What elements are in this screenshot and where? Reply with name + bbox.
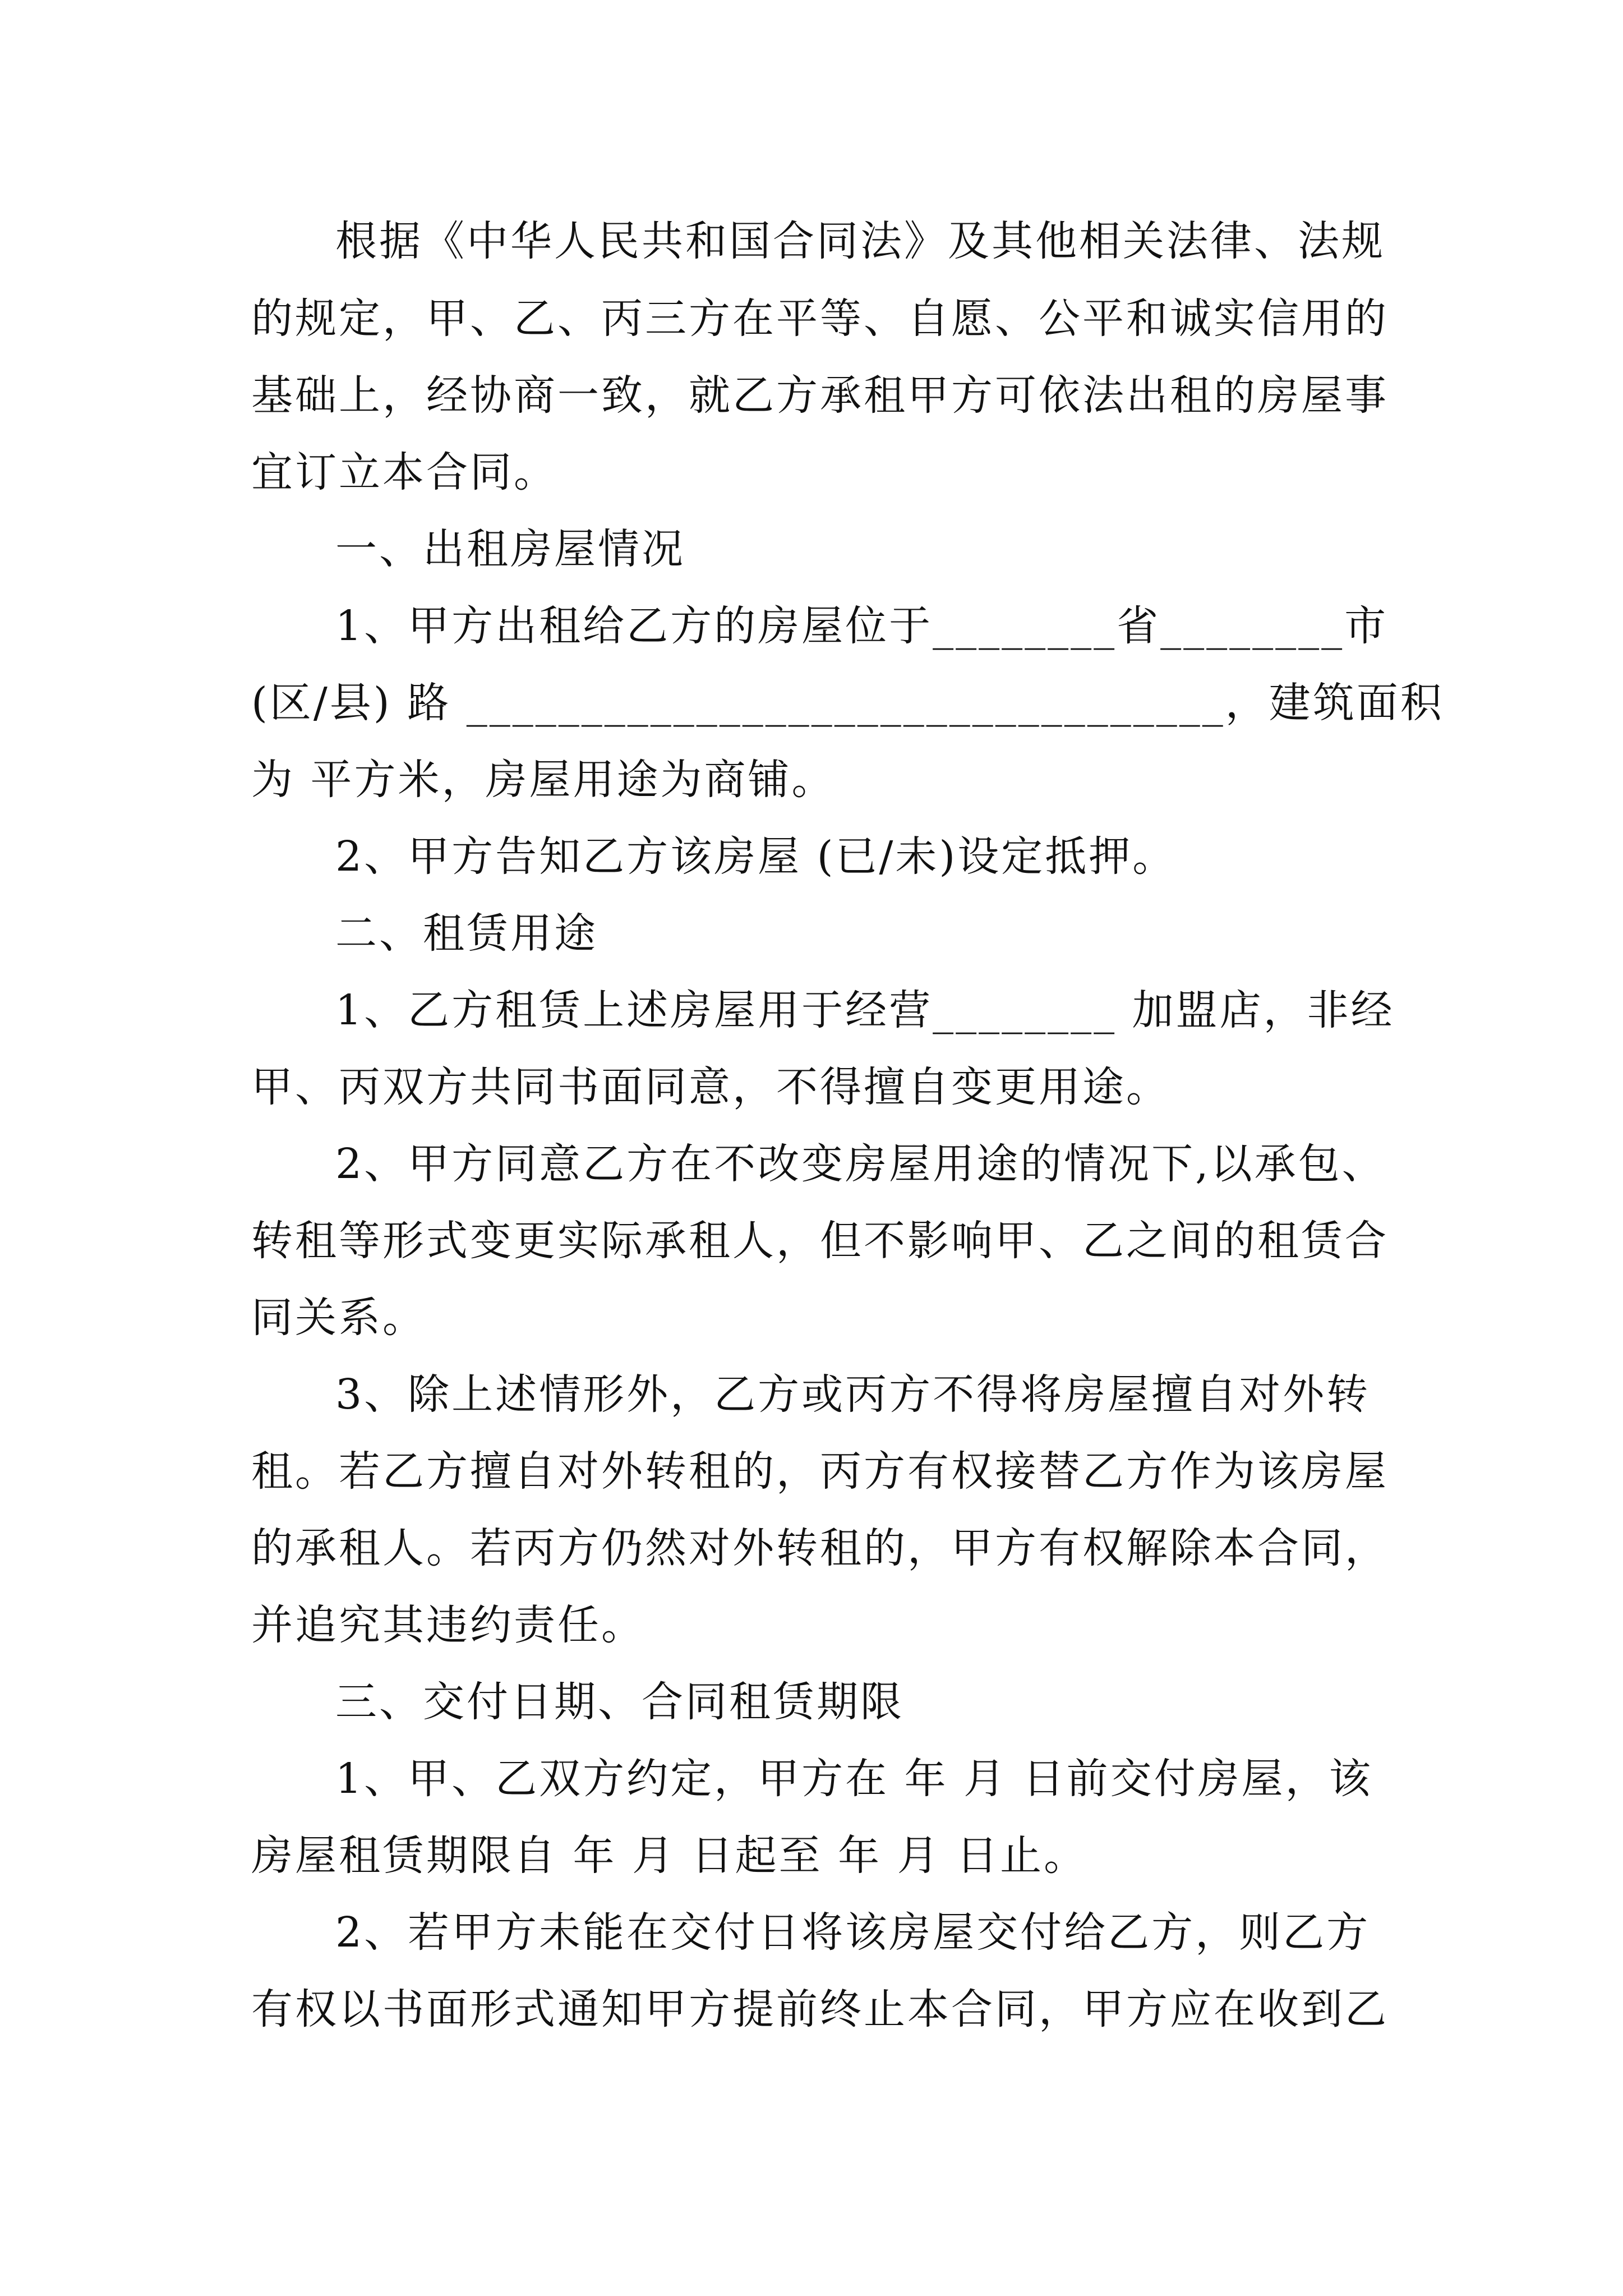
clause-2-2-line-1: 2、甲方同意乙方在不改变房屋用途的情况下,以承包、 bbox=[335, 1140, 1386, 1188]
paragraph-preamble-line-2: 的规定，甲、乙、丙三方在平等、自愿、公平和诚实信用的 bbox=[251, 295, 1389, 343]
clause-2-2-line-3: 同关系。 bbox=[251, 1294, 426, 1342]
section-heading-3: 三、交付日期、合同租赁期限 bbox=[335, 1678, 904, 1726]
clause-3-1-line-2: 房屋租赁期限自 年 月 日起至 年 月 日止。 bbox=[251, 1832, 1088, 1880]
clause-2-3-line-1: 3、除上述情形外，乙方或丙方不得将房屋擅自对外转 bbox=[335, 1370, 1371, 1419]
clause-1-1-line-1: 1、甲方出租给乙方的房屋位于________省________市 bbox=[335, 602, 1389, 650]
section-heading-2: 二、租赁用途 bbox=[335, 909, 598, 958]
paragraph-preamble-line-4: 宜订立本合同。 bbox=[251, 448, 557, 496]
clause-2-3-line-3: 的承租人。若丙方仍然对外转租的，甲方有权解除本合同， bbox=[251, 1524, 1389, 1572]
clause-2-2-line-2: 转租等形式变更实际承租人，但不影响甲、乙之间的租赁合 bbox=[251, 1217, 1389, 1265]
paragraph-preamble-line-3: 基础上，经协商一致，就乙方承租甲方可依法出租的房屋事 bbox=[251, 371, 1389, 420]
clause-2-1-line-1: 1、乙方租赁上述房屋用于经营________ 加盟店，非经 bbox=[335, 986, 1395, 1034]
clause-2-1-line-2: 甲、丙双方共同书面同意，不得擅自变更用途。 bbox=[251, 1063, 1170, 1111]
clause-3-1-line-1: 1、甲、乙双方约定，甲方在 年 月 日前交付房屋，该 bbox=[335, 1755, 1373, 1803]
paragraph-preamble-line-1: 根据《中华人民共和国合同法》及其他相关法律、法规 bbox=[335, 217, 1385, 265]
clause-3-2-line-1: 2、若甲方未能在交付日将该房屋交付给乙方，则乙方 bbox=[335, 1908, 1371, 1957]
clause-2-3-line-2: 租。若乙方擅自对外转租的，丙方有权接替乙方作为该房屋 bbox=[251, 1447, 1389, 1496]
clause-2-3-line-4: 并追究其违约责任。 bbox=[251, 1601, 645, 1649]
clause-3-2-line-2: 有权以书面形式通知甲方提前终止本合同，甲方应在收到乙 bbox=[251, 1985, 1389, 2033]
clause-1-2-line-1: 2、甲方告知乙方该房屋 (已/未)设定抵押。 bbox=[335, 832, 1177, 881]
clause-1-1-line-3: 为 平方米，房屋用途为商铺。 bbox=[251, 756, 836, 804]
clause-1-1-line-2: (区/县) 路 _________________________________，建筑面积 bbox=[251, 679, 1444, 727]
section-heading-1: 一、出租房屋情况 bbox=[335, 525, 685, 573]
